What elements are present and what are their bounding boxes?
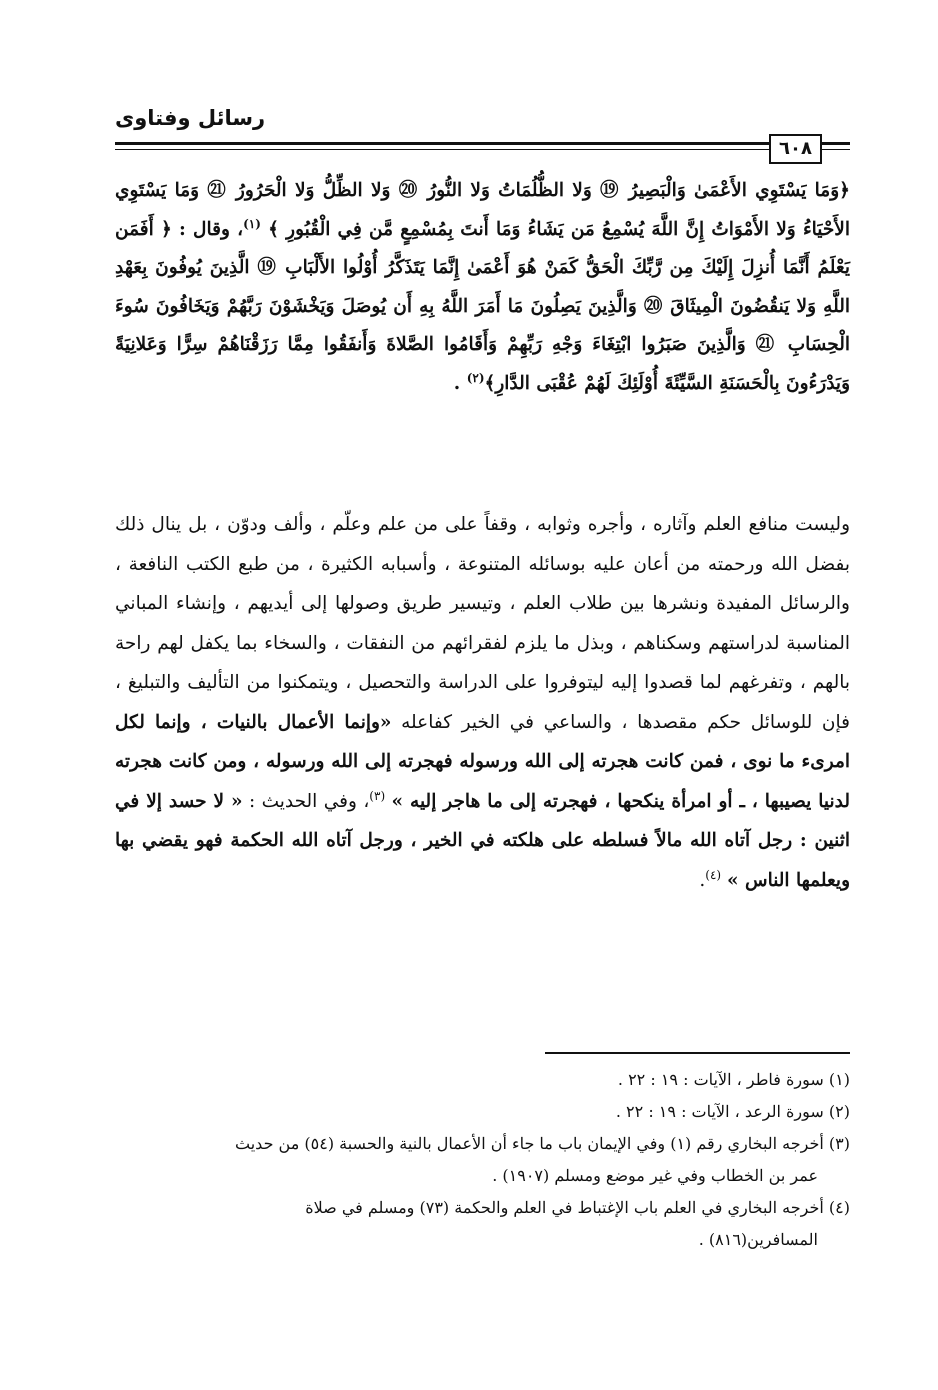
footnote-text-continued: عمر بن الخطاب وفي غير موضع ومسلم (١٩٠٧) .: [492, 1166, 818, 1185]
footnote-number: (٤): [828, 1198, 850, 1217]
verse-line: يَسْتَوِي الأَحْيَاءُ وَلا الأَمْوَاتُ إِنَّ اللَّهَ يُسْمِعُ مَن يَشَاءُ وَمَا أَنتَ بِمُسْمِعٍ مَّن فِي الْقُبُورِ ﴾: [115, 180, 850, 240]
footnotes: [115, 1064, 850, 1256]
footnote-ref: (٢): [466, 370, 485, 385]
verse-line: وَيَخْشَوْنَ رَبَّهُمْ وَيَخَافُونَ سُوءَ الْحِسَابِ ㉑ وَالَّذِينَ صَبَرُوا ابْتِغَاءَ وَجْهِ رَبِّهِمْ وَأَقَامُوا الصَّلاةَ: [115, 295, 850, 356]
verse-line: ﴿وَمَا يَسْتَوِي الأَعْمَىٰ وَالْبَصِيرُ ⑲ وَلا الظُّلُمَاتُ وَلا النُّورُ ⑳ وَلا الظِّلُّ وَلا الْحَرُورُ ㉑ وَمَا: [174, 180, 850, 201]
hadith-quote: « لا حسد إلا في اثنين : رجل آتاه الله مالاً فسلطه على هلكته في الخير ، ورجل آتاه الله الحكمة فهو يقضي بها ويعلمها الناس »: [115, 790, 850, 891]
footnote: [115, 1192, 850, 1256]
footnote: [115, 1064, 850, 1096]
verse-line: الَّذِينَ يُوفُونَ بِعَهْدِ اللَّهِ وَلا يَنقُضُونَ الْمِيثَاقَ ⑳ وَالَّذِينَ يَصِلُونَ مَا أَمَرَ اللَّهُ بِهِ أَن يُوصَلَ: [115, 257, 851, 317]
running-title: رسائل وفتاوى: [115, 106, 266, 130]
paragraph-text: ، وفي الحديث :: [248, 790, 370, 812]
verse-punct: ،: [237, 218, 244, 240]
verse-line: وقال : ﴿ أَفَمَن يَعْلَمُ أَنَّمَا أُنزِلَ إِلَيْكَ مِن رَّبِّكَ الْحَقُّ كَمَنْ هُوَ أَعْمَىٰ إِنَّمَا يَتَذَكَّرُ أُوْلُوا الأَلْبَابِ ⑲: [115, 218, 850, 279]
main-paragraph: [115, 505, 850, 900]
verse-punct: .: [453, 372, 461, 394]
footnote-text: سورة الرعد ، الآيات : ١٩ : ٢٢ .: [615, 1102, 824, 1121]
footnote-number: (٢): [828, 1102, 850, 1121]
footnote-ref: (١): [243, 216, 261, 231]
footnote-separator: [545, 1052, 850, 1054]
verse-line: وَأَنفَقُوا مِمَّا رَزَقْنَاهُمْ سِرًّا وَعَلانِيَةً وَيَدْرَءُونَ بِالْحَسَنَةِ السَّيِّئَةَ أُوْلَئِكَ لَهُمْ عُقْبَى الدَّارِ﴾: [115, 334, 850, 394]
footnote-ref: (٤): [705, 867, 722, 882]
footnote-number: (١): [828, 1070, 850, 1089]
header-rule-thin: [115, 149, 850, 150]
page-header: [115, 100, 850, 160]
page-number: ٦٠٨: [769, 134, 822, 164]
footnote: [115, 1096, 850, 1128]
paragraph-text: وليست منافع العلم وآثاره ، وأجره وثوابه ، وقفاً على من علم وعلّم ، وألف ودوّن ، بل ينال ذلك بفضل الله ورحمته من أعان عليه بوسائله المتنوعة ، وأسبابه الكثيرة ، من طبع الكتب النافعة ، والرسائل المفيدة ونشرها بين طلاب العلم ، وتيسير طريق وصولها إلى أيديهم ، وإنشاء المباني المناسبة لدراستهم وسكناهم ، وبذل ما يلزم لفقرائهم من النفقات ، والسخاء بما يكفل لهم راحة بالهم ، وتفرغهم لما قصدوا إليه ليتوفروا على الدراسة والتحصيل ، ويتمكنوا من التأليف والتبليغ ، فإن للوسائل حكم مقصدها ، والساعي في الخير كفاعله: [115, 514, 850, 733]
hadith-quote: «وإنما الأعمال بالنيات ، وإنما لكل امرىء ما نوى ، فمن كانت هجرته إلى الله ورسوله فهجرته إلى الله ورسوله ، ومن كانت هجرته لدنيا يصيبها ، ـ أو امرأة ينكحها ، فهجرته إلى ما هاجر إليه »: [115, 711, 850, 812]
header-rule-thick: [115, 142, 850, 145]
footnote-number: (٣): [828, 1134, 850, 1153]
footnote-text: سورة فاطر ، الآيات : ١٩ : ٢٢ .: [617, 1070, 824, 1089]
footnote-text: أخرجه البخاري في العلم باب الإغتباط في العلم والحكمة (٧٣) ومسلم في صلاة: [305, 1198, 824, 1217]
footnote: [115, 1128, 850, 1192]
quran-verse-block: [115, 172, 850, 404]
footnote-text-continued: المسافرين(٨١٦) .: [698, 1230, 818, 1249]
footnote-text: أخرجه البخاري رقم (١) وفي الإيمان باب ما جاء أن الأعمال بالنية والحسبة (٥٤) من حديث: [235, 1134, 824, 1153]
paragraph-text: .: [699, 869, 706, 891]
footnote-ref: (٣): [369, 788, 386, 803]
